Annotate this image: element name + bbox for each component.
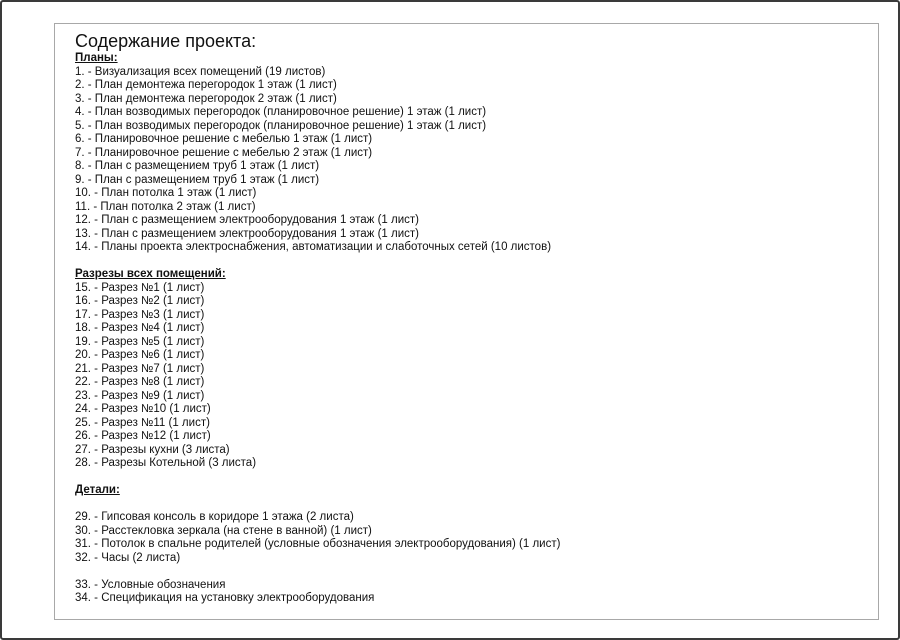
list-item: 25. - Разрез №11 (1 лист) [75, 416, 210, 429]
spacer [75, 471, 560, 485]
list-item: 17. - Разрез №3 (1 лист) [75, 308, 205, 321]
table-of-contents [75, 30, 560, 606]
list-item: 20. - Разрез №6 (1 лист) [75, 349, 205, 361]
list-item: 30. - Расстекловка зеркала (на стене в ванной) (1 лист) [75, 524, 372, 537]
section-heading-details: Детали: [75, 484, 120, 496]
list-item: 14. - Планы проекта электроснабжения, автоматизации и слаботочных сетей (10 листов) [75, 241, 552, 253]
list-item: 10. - План потолка 1 этаж (1 лист) [75, 187, 257, 199]
spacer [75, 565, 560, 579]
list-item: 3. - План демонтежа перегородок 2 этаж (1 лист) [75, 92, 337, 105]
list-item: 18. - Разрез №4 (1 лист) [75, 322, 205, 334]
list-item: 8. - План с размещением труб 1 этаж (1 лист) [75, 160, 320, 172]
list-item: 34. - Спецификация на установку электрооборудования [75, 592, 375, 604]
list-item: 13. - План с размещением электрооборудования 1 этаж (1 лист) [75, 227, 419, 240]
section-list-details [75, 511, 560, 565]
section-heading-sections: Разрезы всех помещений: [75, 268, 226, 280]
list-item: 32. - Часы (2 листа) [75, 551, 181, 564]
document-title: Содержание проекта: [75, 31, 257, 51]
list-item: 6. - Планировочное решение с мебелью 1 этаж (1 лист) [75, 133, 373, 145]
list-item: 2. - План демонтежа перегородок 1 этаж (1 лист) [75, 79, 337, 91]
section-list-plans [75, 66, 560, 255]
list-item: 33. - Условные обозначения [75, 578, 226, 591]
list-item: 1. - Визуализация всех помещений (19 листов) [75, 65, 326, 78]
section-heading-plans: Планы: [75, 52, 118, 64]
section-list-extra [75, 579, 560, 606]
list-item: 27. - Разрезы кухни (3 листа) [75, 443, 230, 456]
spacer [75, 255, 560, 269]
section-list-sections [75, 282, 560, 471]
list-item: 24. - Разрез №10 (1 лист) [75, 403, 211, 415]
list-item: 16. - Разрез №2 (1 лист) [75, 295, 205, 307]
list-item: 7. - Планировочное решение с мебелью 2 этаж (1 лист) [75, 146, 373, 159]
list-item: 26. - Разрез №12 (1 лист) [75, 430, 211, 442]
list-item: 4. - План возводимых перегородок (планировочное решение) 1 этаж (1 лист) [75, 106, 487, 118]
list-item: 11. - План потолка 2 этаж (1 лист) [75, 200, 256, 213]
list-item: 21. - Разрез №7 (1 лист) [75, 362, 205, 375]
content-frame [54, 23, 879, 620]
list-item: 12. - План с размещением электрооборудования 1 этаж (1 лист) [75, 214, 419, 226]
spacer [75, 498, 560, 512]
list-item: 28. - Разрезы Котельной (3 листа) [75, 457, 257, 469]
list-item: 19. - Разрез №5 (1 лист) [75, 335, 205, 348]
list-item: 22. - Разрез №8 (1 лист) [75, 376, 205, 388]
list-item: 5. - План возводимых перегородок (планировочное решение) 1 этаж (1 лист) [75, 119, 487, 132]
list-item: 15. - Разрез №1 (1 лист) [75, 281, 205, 294]
list-item: 9. - План с размещением труб 1 этаж (1 лист) [75, 173, 320, 186]
list-item: 29. - Гипсовая консоль в коридоре 1 этажа (2 листа) [75, 511, 354, 523]
list-item: 23. - Разрез №9 (1 лист) [75, 389, 205, 402]
list-item: 31. - Потолок в спальне родителей (условные обозначения электрооборудования) (1 лист) [75, 538, 561, 550]
